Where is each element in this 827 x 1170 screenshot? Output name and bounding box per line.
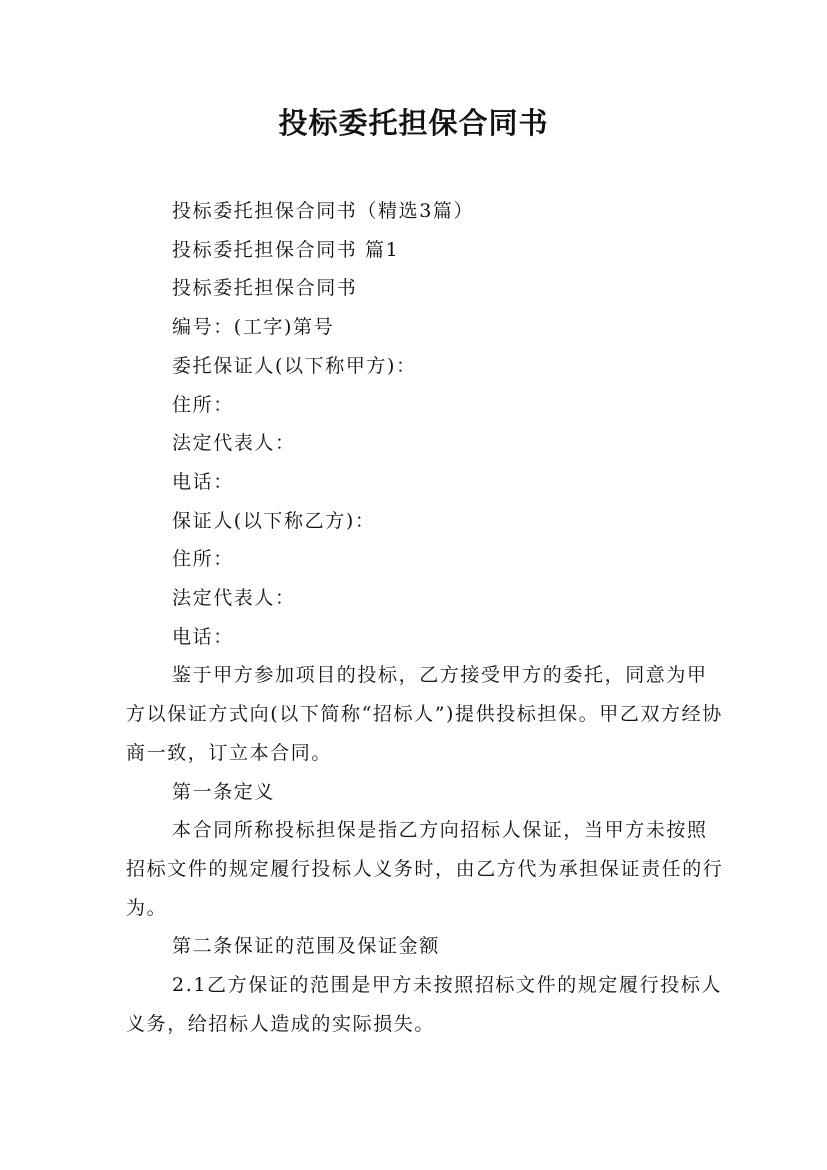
party-b-representative: 法定代表人： [172,587,296,610]
article-1-heading: 第一条定义 [172,780,276,803]
section-heading: 投标委托担保合同书 篇1 [172,238,400,261]
subtitle-line: 投标委托担保合同书（精选3篇） [172,200,475,222]
document-title: 投标委托担保合同书 [278,106,549,140]
party-a-representative: 法定代表人： [172,432,296,455]
contract-number: 编号：(工字)第号 [172,316,335,339]
article-2-1-paragraph: 2.1乙方保证的范围是甲方未按照招标文件的规定履行投标人义务，给招标人造成的实际损失。 [126,974,723,1035]
document-body [126,192,726,1043]
preamble-paragraph: 鉴于甲方参加项目的投标，乙方接受甲方的委托，同意为甲方以保证方式向(以下简称“招标人”)提供投标担保。甲乙双方经协商一致，订立本合同。 [126,664,723,764]
party-b-address: 住所： [172,548,234,571]
contract-name: 投标委托担保合同书 [172,277,358,300]
party-b-label: 保证人(以下称乙方)： [172,509,376,532]
article-2-heading: 第二条保证的范围及保证金额 [172,935,440,958]
article-1-paragraph: 本合同所称投标担保是指乙方向招标人保证，当甲方未按照招标文件的规定履行投标人义务时，由乙方代为承担保证责任的行为。 [126,819,724,919]
party-b-phone: 电话： [172,625,234,648]
party-a-phone: 电话： [172,470,234,493]
party-a-label: 委托保证人(以下称甲方)： [172,354,417,377]
party-a-address: 住所： [172,393,234,416]
